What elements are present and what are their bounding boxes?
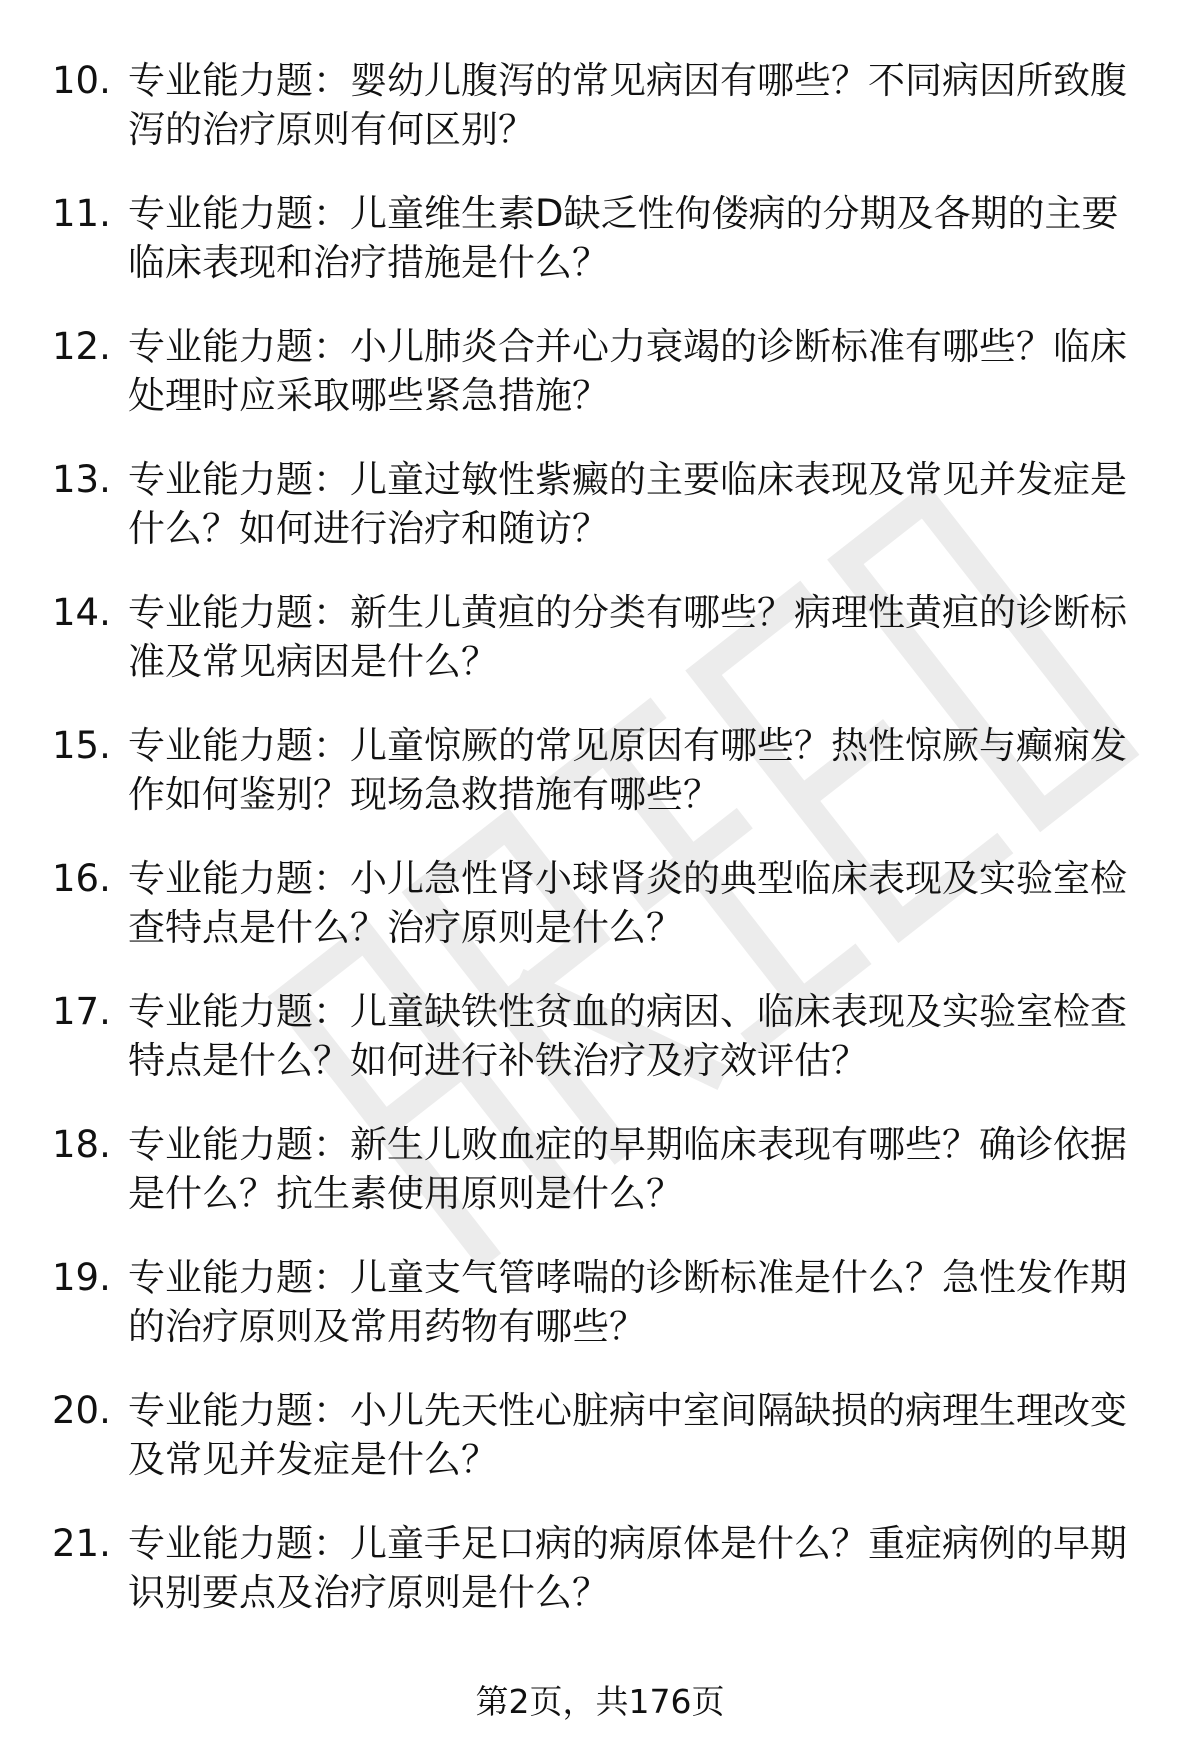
question-text: 专业能力题：儿童维生素D缺乏性佝偻病的分期及各期的主要临床表现和治疗措施是什么？ <box>128 192 1119 284</box>
page-number-footer: 第2页，共176页 <box>475 1682 725 1721</box>
question-text: 专业能力题：儿童惊厥的常见原因有哪些？热性惊厥与癫痫发作如何鉴别？现场急救措施有哪些？ <box>128 724 1127 816</box>
question-number: 20. <box>52 1389 111 1432</box>
question-number: 12. <box>52 325 111 368</box>
question-number: 10. <box>52 59 111 102</box>
question-text: 专业能力题：小儿先天性心脏病中室间隔缺损的病理生理改变及常见并发症是什么？ <box>128 1389 1127 1481</box>
question-text: 专业能力题：儿童支气管哮喘的诊断标准是什么？急性发作期的治疗原则及常用药物有哪些？ <box>128 1256 1127 1348</box>
question-item <box>52 987 1152 1120</box>
question-number: 14. <box>52 591 111 634</box>
question-item <box>52 322 1152 455</box>
question-item <box>52 854 1152 987</box>
question-item <box>52 721 1152 854</box>
question-text: 专业能力题：儿童缺铁性贫血的病因、临床表现及实验室检查特点是什么？如何进行补铁治疗及疗效评估？ <box>128 990 1127 1082</box>
question-number: 19. <box>52 1256 111 1299</box>
question-item <box>52 455 1152 588</box>
question-number: 15. <box>52 724 111 767</box>
question-item <box>52 1386 1152 1519</box>
question-item <box>52 1120 1152 1253</box>
question-text: 专业能力题：新生儿败血症的早期临床表现有哪些？确诊依据是什么？抗生素使用原则是什么？ <box>128 1123 1127 1215</box>
question-item <box>52 588 1152 721</box>
question-text: 专业能力题：儿童手足口病的病原体是什么？重症病例的早期识别要点及治疗原则是什么？ <box>128 1522 1127 1614</box>
question-text: 专业能力题：小儿肺炎合并心力衰竭的诊断标准有哪些？临床处理时应采取哪些紧急措施？ <box>128 325 1127 417</box>
question-text: 专业能力题：小儿急性肾小球肾炎的典型临床表现及实验室检查特点是什么？治疗原则是什么？ <box>128 857 1127 949</box>
question-number: 11. <box>52 192 111 235</box>
question-number: 21. <box>52 1522 111 1565</box>
question-number: 17. <box>52 990 111 1033</box>
question-item <box>52 1253 1152 1386</box>
question-item <box>52 1519 1152 1652</box>
question-list <box>52 56 1152 1652</box>
question-text: 专业能力题：婴幼儿腹泻的常见病因有哪些？不同病因所致腹泻的治疗原则有何区别？ <box>128 59 1127 151</box>
question-item <box>52 56 1152 189</box>
question-text: 专业能力题：儿童过敏性紫癜的主要临床表现及常见并发症是什么？如何进行治疗和随访？ <box>128 458 1127 550</box>
question-text: 专业能力题：新生儿黄疸的分类有哪些？病理性黄疸的诊断标准及常见病因是什么？ <box>128 591 1127 683</box>
question-number: 13. <box>52 458 111 501</box>
question-item <box>52 189 1152 322</box>
question-number: 16. <box>52 857 111 900</box>
question-number: 18. <box>52 1123 111 1166</box>
